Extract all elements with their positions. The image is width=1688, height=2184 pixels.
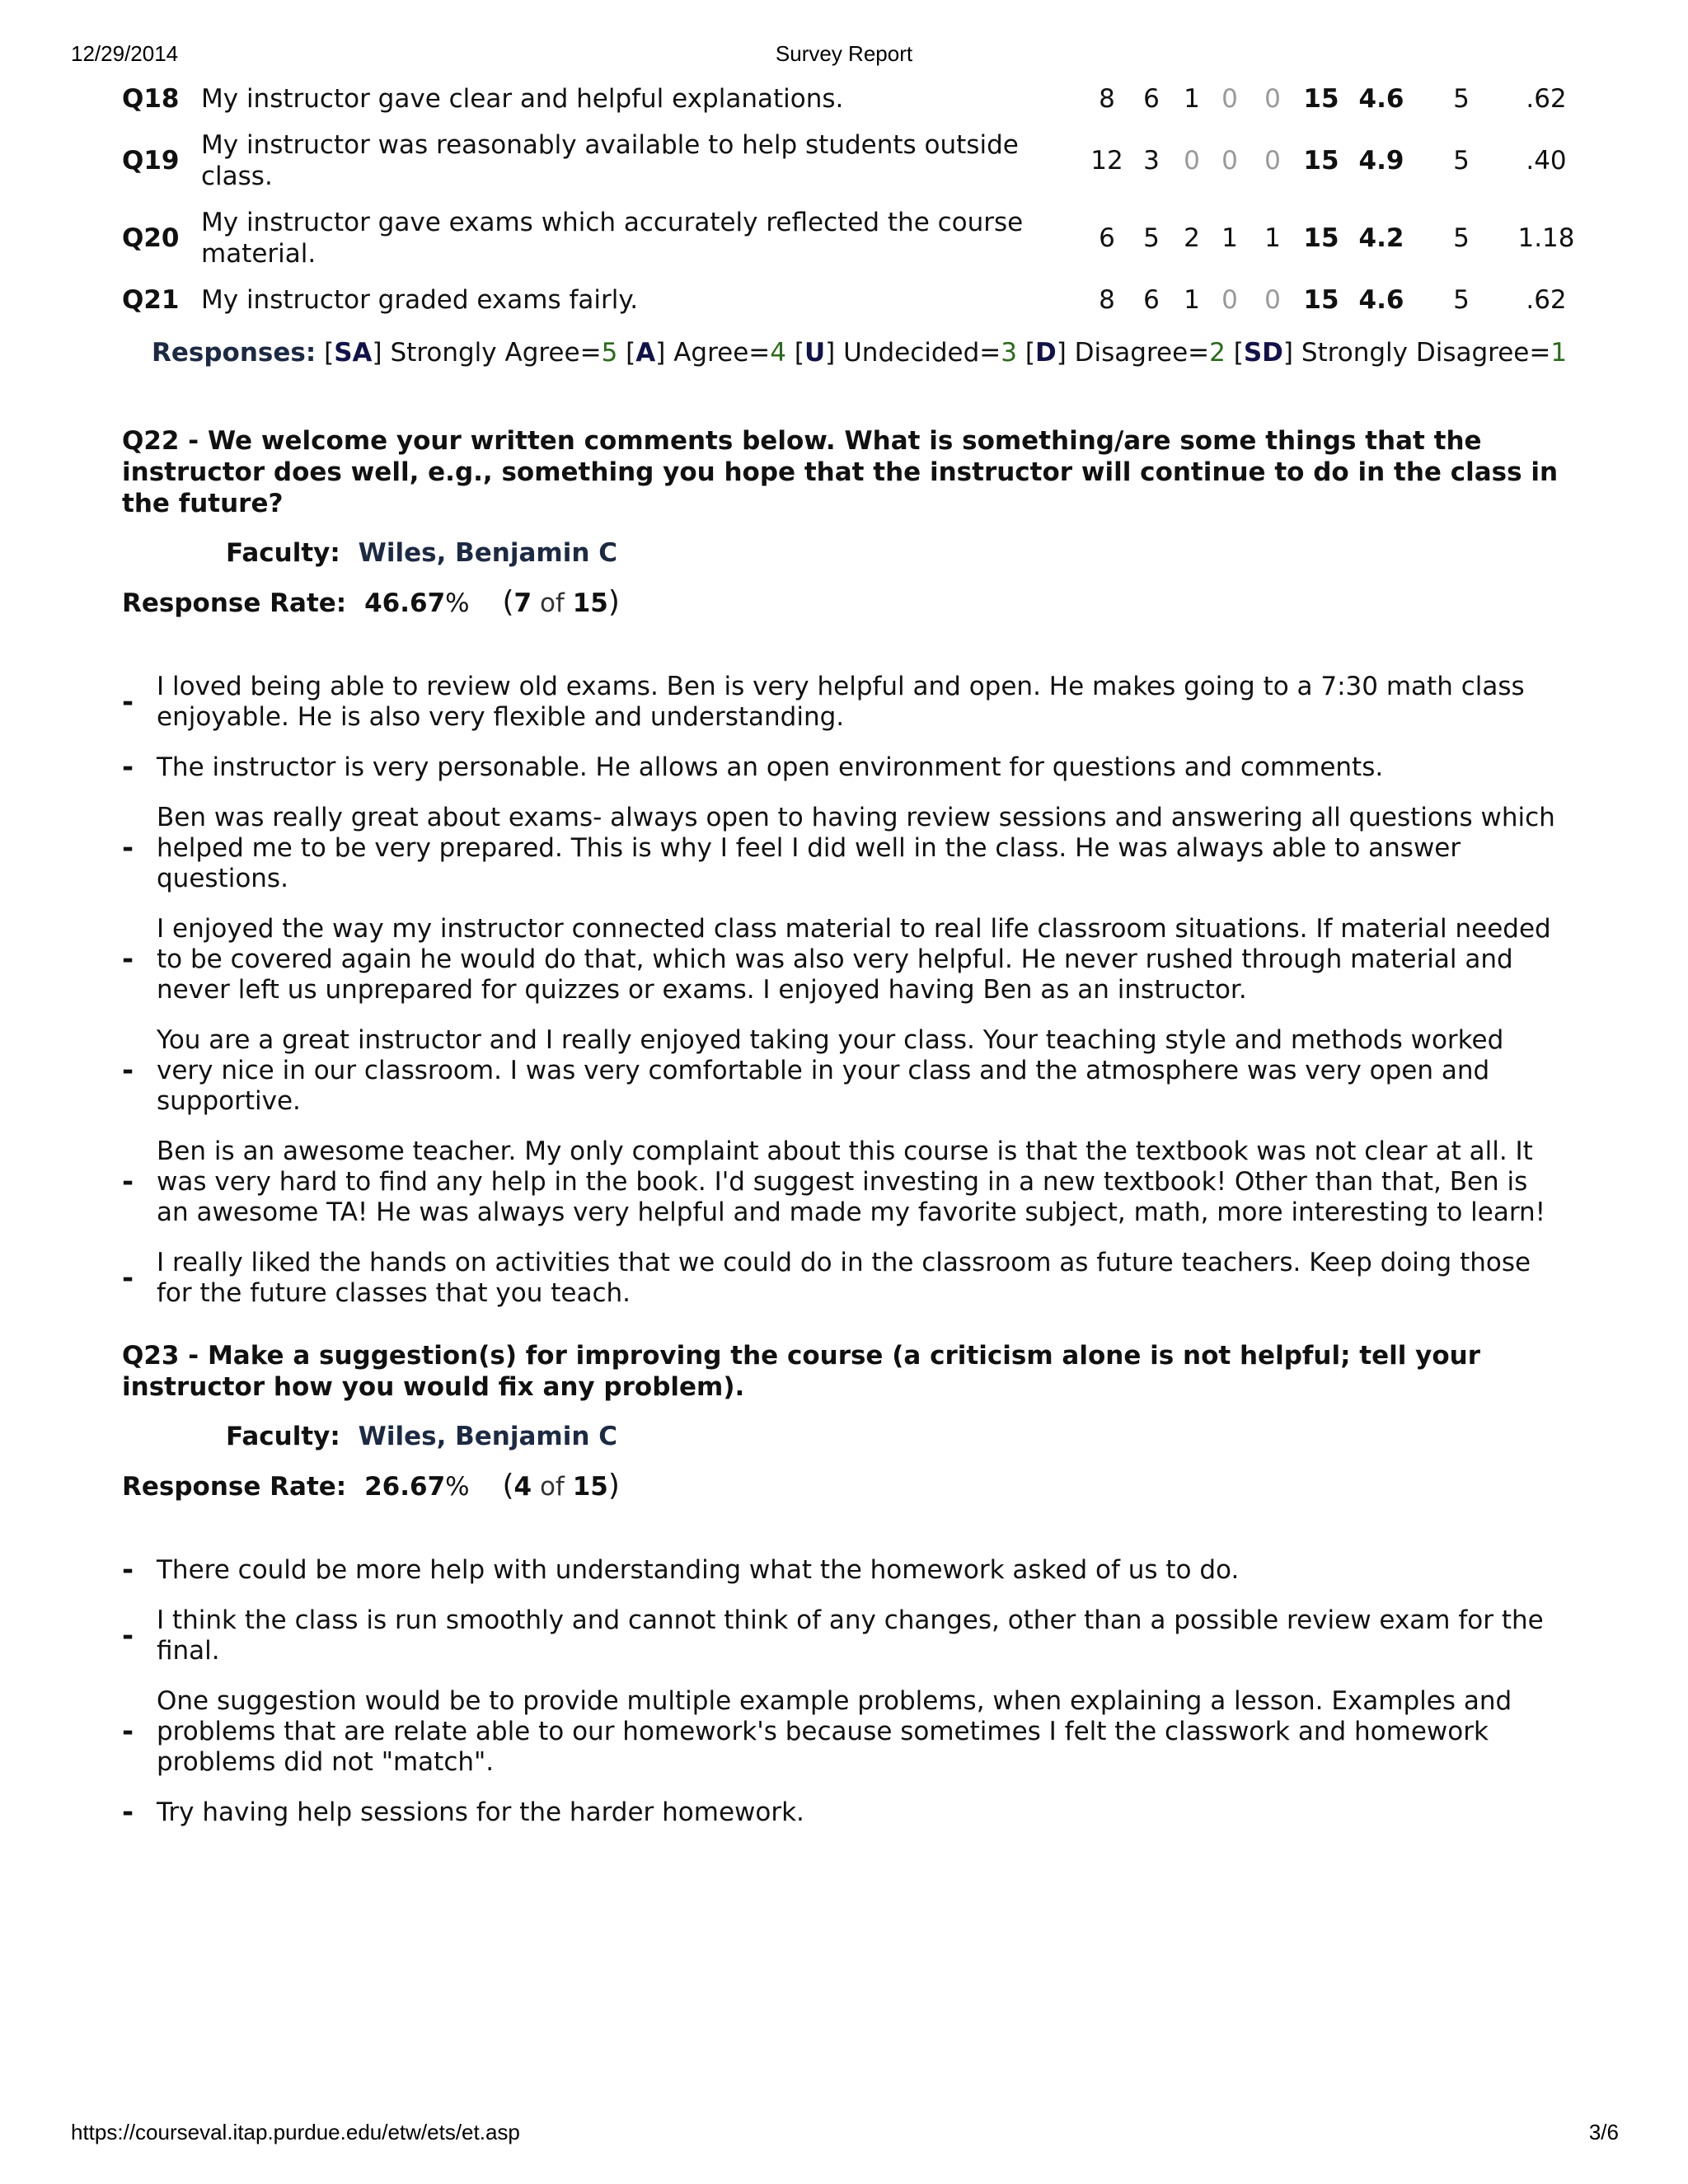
question-row [122,76,1586,122]
median-score: 5 [1453,223,1470,253]
comment-text: One suggestion would be to provide multiple example problems, when explaining a lesson. Examples and problems that are relate able to our homework's because sometimes I felt the classwork and homework problems did not "match". [157,1686,1512,1777]
print-footer [0,2120,1688,2149]
std-deviation: 1.18 [1517,223,1575,253]
legend-value: 5 [601,338,618,368]
of-label: of [539,588,565,618]
count-agree: 5 [1143,223,1160,253]
bullet-dash-icon: - [122,1054,134,1087]
question-table [122,76,1586,323]
std-deviation: .62 [1526,285,1567,315]
comment-text: Ben was really great about exams- always open to having review sessions and answering all questions which helped me to be very prepared. This is why I feel I did well in the class. He was always able to answer questions. [157,803,1555,893]
count-strongly-agree: 12 [1090,146,1123,176]
bullet-dash-icon: - [122,685,134,719]
median-score: 5 [1453,84,1470,114]
count-disagree: 0 [1221,84,1238,114]
q22-title: Q22 - We welcome your written comments below. What is something/are some things that the instructor does well, e.g., something you hope that the instructor will continue to do in the class in the future? [122,426,1559,518]
question-text: My instructor gave exams which accurately reflected the course material. [201,208,1024,269]
page-number: 3/6 [1588,2120,1619,2144]
comment-text: The instructor is very personable. He allows an open environment for questions and comments. [157,752,1384,782]
count-strongly-agree: 8 [1099,84,1115,114]
percent-sign: % [445,1472,470,1502]
count-disagree: 0 [1221,285,1238,315]
comment-text: I loved being able to review old exams. Ben is very helpful and open. He makes going to a 7:30 math class enjoyable. He is also very flexible and understanding. [157,672,1525,732]
response-count-value: 4 [513,1472,532,1502]
response-total-value: 15 [572,1472,608,1502]
report-content [122,76,1575,1848]
comment-text: There could be more help with understanding what the homework asked of us to do. [157,1555,1240,1585]
legend-abbr: D [1034,338,1057,368]
question-row [122,122,1586,199]
comment-item [122,1605,1566,1666]
count-undecided: 1 [1184,84,1200,114]
bullet-dash-icon: - [122,1554,134,1586]
question-text: My instructor was reasonably available to help students outside class. [201,130,1019,191]
question-row [122,199,1586,277]
count-strongly-agree: 6 [1099,223,1115,253]
legend-item: [A] Agree=4 [617,338,787,368]
std-deviation: .62 [1526,84,1567,114]
total-responses: 15 [1303,285,1339,315]
q23-response-rate-row [122,1470,1566,1502]
count-agree: 6 [1143,285,1160,315]
bullet-dash-icon: - [122,1715,134,1748]
total-responses: 15 [1303,84,1339,114]
question-id: Q20 [122,223,180,253]
print-header [0,41,1688,71]
count-agree: 6 [1143,84,1160,114]
comment-text: Ben is an awesome teacher. My only complaint about this course is that the textbook was not clear at all. It was very hard to find any help in the book. I'd suggest investing in a new textbook! Other than that, Ben is an awesome TA! He was always very helpful and made my favorite subject, math, more interesting to learn! [157,1137,1546,1227]
faculty-name: Wiles, Benjamin C [358,1422,617,1451]
legend-value: 2 [1209,338,1226,368]
q23-section [122,1340,1566,1828]
std-deviation: .40 [1526,146,1567,176]
comment-text: Try having help sessions for the harder homework. [157,1797,804,1827]
comment-item [122,1025,1566,1117]
median-score: 5 [1453,146,1470,176]
q22-response-rate-row [122,587,1566,619]
response-rate-value: 26.67 [364,1472,446,1502]
q23-comment-list [122,1555,1566,1828]
legend-abbr: U [804,338,826,368]
question-id: Q19 [122,146,180,176]
bullet-dash-icon: - [122,943,134,976]
comment-item [122,914,1566,1005]
q22-section [122,425,1566,1309]
response-rate-label: Response Rate: [122,588,347,618]
comment-item [122,1137,1566,1228]
bullet-dash-icon: - [122,1796,134,1829]
q23-title: Q23 - Make a suggestion(s) for improving the course (a criticism alone is not helpful; tell your instructor how you would fix any problem). [122,1341,1481,1402]
legend-value: 4 [770,338,787,368]
median-score: 5 [1453,285,1470,315]
comment-text: You are a great instructor and I really enjoyed taking your class. Your teaching style and methods worked very nice in our classroom. I was very comfortable in your class and the atmosphere was very open and supportive. [157,1025,1504,1116]
question-id: Q18 [122,84,180,114]
print-title: Survey Report [775,41,913,66]
comment-item [122,1797,1566,1828]
comment-text: I think the class is run smoothly and cannot think of any changes, other than a possible review exam for the final. [157,1605,1544,1666]
count-disagree: 0 [1221,146,1238,176]
comment-item [122,1248,1566,1309]
mean-score: 4.6 [1358,84,1404,114]
response-legend [152,335,1566,371]
legend-item: [D] Disagree=2 [1017,338,1226,368]
legend-name: Undecided= [843,338,1001,368]
total-responses: 15 [1303,146,1339,176]
print-url: https://courseval.itap.purdue.edu/etw/ets/et.asp [71,2120,520,2144]
comment-item [122,752,1566,783]
comment-text: I enjoyed the way my instructor connected class material to real life classroom situations. If material needed to be covered again he would do that, which was also very helpful. He never rushed through material and never left us unprepared for quizzes or exams. I enjoyed having Ben as an instructor. [157,914,1551,1005]
response-rate-value: 46.67 [364,588,446,618]
question-id: Q21 [122,285,180,315]
question-text: My instructor gave clear and helpful explanations. [201,84,844,114]
count-undecided: 1 [1184,285,1200,315]
response-rate-label: Response Rate: [122,1472,347,1502]
of-label: of [539,1472,565,1502]
legend-value: 3 [1001,338,1017,368]
question-text: My instructor graded exams fairly. [201,285,639,315]
question-row [122,277,1586,323]
legend-name: Strongly Disagree= [1301,338,1551,368]
count-strongly-disagree: 0 [1264,84,1281,114]
count-strongly-disagree: 0 [1264,146,1281,176]
legend-value: 1 [1550,338,1568,368]
response-count: (4 of 15) [502,1469,620,1502]
total-responses: 15 [1303,223,1339,253]
count-agree: 3 [1143,146,1160,176]
faculty-label: Faculty: [226,538,340,568]
bullet-dash-icon: - [122,751,134,784]
legend-name: Agree= [673,338,771,368]
response-count-value: 7 [513,588,532,618]
count-strongly-agree: 8 [1099,285,1115,315]
print-date: 12/29/2014 [71,41,179,66]
count-undecided: 2 [1184,223,1200,253]
legend-items [324,338,1567,368]
mean-score: 4.9 [1358,146,1404,176]
faculty-name: Wiles, Benjamin C [358,538,617,568]
bullet-dash-icon: - [122,1261,134,1295]
legend-abbr: SA [334,338,373,368]
percent-sign: % [445,588,470,618]
mean-score: 4.6 [1358,285,1404,315]
legend-abbr: A [635,338,656,368]
legend-item: [U] Undecided=3 [786,338,1017,368]
comment-item [122,1686,1566,1778]
bullet-dash-icon: - [122,1619,134,1652]
response-count: (7 of 15) [502,585,620,619]
bullet-dash-icon: - [122,1165,134,1198]
count-strongly-disagree: 1 [1264,223,1281,253]
comment-item [122,672,1566,733]
q22-comment-list [122,672,1566,1309]
legend-abbr: SD [1243,338,1283,368]
comment-text: I really liked the hands on activities that we could do in the classroom as future teachers. Keep doing those for the future classes that you teach. [157,1248,1531,1308]
comment-item [122,1555,1566,1586]
q23-faculty-row [122,1421,1566,1452]
faculty-label: Faculty: [226,1422,340,1451]
legend-name: Disagree= [1074,338,1210,368]
comment-item [122,803,1566,894]
q22-faculty-row [122,537,1566,569]
response-total-value: 15 [572,588,608,618]
count-undecided: 0 [1184,146,1200,176]
legend-label: Responses: [152,338,316,368]
count-strongly-disagree: 0 [1264,285,1281,315]
legend-item: [SA] Strongly Agree=5 [324,338,618,368]
bullet-dash-icon: - [122,832,134,865]
count-disagree: 1 [1221,223,1238,253]
mean-score: 4.2 [1358,223,1404,253]
legend-name: Strongly Agree= [390,338,602,368]
legend-item: [SD] Strongly Disagree=1 [1225,338,1568,368]
